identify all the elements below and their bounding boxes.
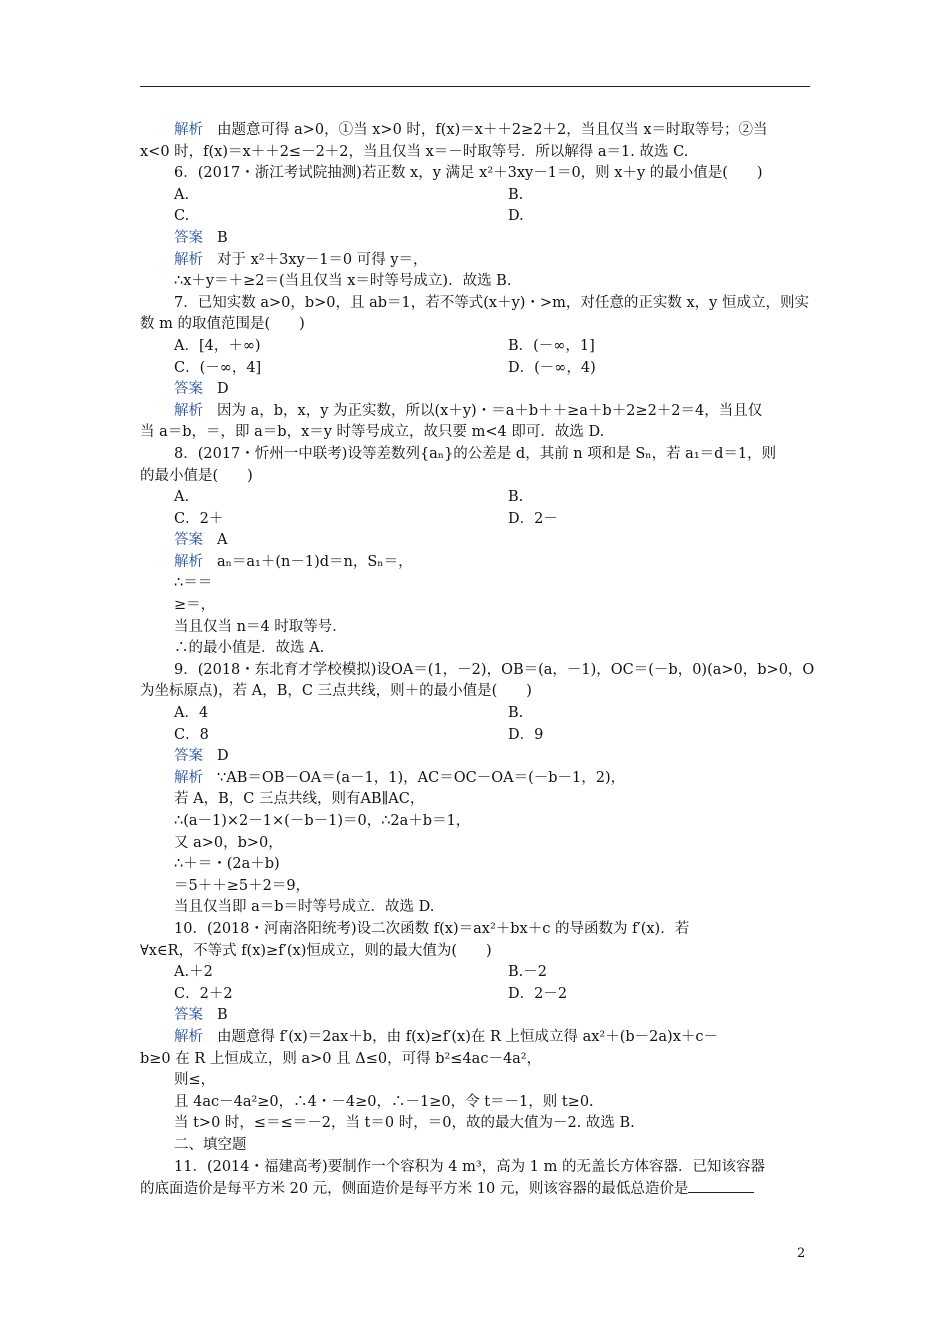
line-text: aₙ＝a₁＋(n－1)d＝n，Sₙ＝，	[217, 553, 413, 570]
text-line	[140, 1092, 810, 1114]
line-text: 数 m 的取值范围是( )	[140, 316, 305, 333]
line-text: 的底面造价是每平方米 20 元，侧面造价是每平方米 10 元，则该容器的最低总造价是	[140, 1181, 689, 1198]
answer-line	[140, 530, 810, 552]
answer-blank	[688, 1178, 754, 1193]
option-b: B.	[508, 186, 524, 203]
page-number: 2	[797, 1246, 806, 1261]
option-a: A．[4，＋∞)	[174, 337, 261, 354]
line-text: ∴(a－1)×2－1×(－b－1)＝0，∴2a＋b＝1，	[174, 813, 471, 829]
text-line	[140, 552, 810, 574]
text-line	[140, 271, 810, 293]
line-text: b≥0 在 R 上恒成立，则 a>0 且 Δ≤0，可得 b²≤4ac－4a²，	[140, 1050, 542, 1067]
line-text: 因为 a，b，x，y 为正实数，所以(x＋y)・＝a＋b＋＋≥a＋b＋2≥2＋2＝4，当且仅	[217, 402, 763, 419]
line-text: 又 a>0，b>0，	[174, 834, 283, 851]
analysis-label: 解析	[174, 251, 203, 268]
answer-value: A	[217, 532, 228, 549]
line-text: 9．(2018・东北育才学校模拟)设OA＝(1，－2)，OB＝(a，－1)，OC＝(－b，0)(a>0，b>0，O	[174, 661, 815, 678]
line-text: 当且仅当 n＝4 时取等号．	[174, 618, 347, 635]
question-10	[140, 919, 810, 941]
text-line	[140, 1049, 810, 1071]
answer-label: 答案	[174, 229, 203, 246]
text-line	[140, 401, 810, 423]
options-row	[140, 703, 810, 725]
line-text: 7．已知实数 a>0，b>0，且 ab＝1，若不等式(x＋y)・>m，对任意的正实数 x，y 恒成立，则实	[174, 294, 809, 311]
option-c: C．8	[174, 726, 209, 743]
text-line	[140, 1027, 810, 1049]
line-text: 的最小值是( )	[140, 467, 253, 484]
line-text: 当且仅当即 a＝b＝时等号成立．故选 D.	[174, 899, 435, 916]
option-c: C．2＋2	[174, 985, 233, 1002]
options-row	[140, 336, 810, 358]
option-d: D．2－	[508, 510, 558, 527]
analysis-label: 解析	[174, 1028, 203, 1045]
text-line	[140, 941, 810, 963]
text-line	[140, 422, 810, 444]
answer-line	[140, 746, 810, 768]
text-line	[140, 120, 810, 142]
line-text: 10．(2018・河南洛阳统考)设二次函数 f(x)＝ax²＋bx＋c 的导函数为 f′(x)．若	[174, 920, 690, 937]
text-line	[140, 595, 810, 617]
option-c: C．2＋	[174, 510, 224, 527]
question-8	[140, 444, 810, 466]
option-a: A.＋2	[174, 964, 213, 981]
text-line	[140, 617, 810, 639]
line-text: 11．(2014・福建高考)要制作一个容积为 4 m³，高为 1 m 的无盖长方体容器．已知该容器	[174, 1158, 765, 1175]
text-line	[140, 833, 810, 855]
options-row	[140, 984, 810, 1006]
text-line	[140, 768, 810, 790]
option-c: C.	[174, 208, 190, 225]
options-row	[140, 509, 810, 531]
option-d: D．9	[508, 726, 544, 743]
answer-value: B	[217, 1007, 228, 1024]
text-line	[140, 811, 810, 833]
option-b: B.	[508, 705, 524, 722]
answer-label: 答案	[174, 1007, 203, 1024]
option-d: D．2－2	[508, 985, 568, 1002]
answer-label: 答案	[174, 748, 203, 765]
answer-line	[140, 379, 810, 401]
text-line	[140, 854, 810, 876]
options-row	[140, 725, 810, 747]
analysis-label: 解析	[174, 402, 203, 419]
line-text: 为坐标原点)，若 A，B，C 三点共线，则＋的最小值是( )	[140, 683, 532, 700]
option-a: A．4	[174, 705, 209, 722]
answer-line	[140, 1005, 810, 1027]
options-row	[140, 358, 810, 380]
line-text: ∴的最小值是．故选 A.	[174, 640, 325, 657]
option-a: A.	[174, 186, 190, 203]
text-line	[140, 638, 810, 660]
text-line	[140, 314, 810, 336]
options-row	[140, 962, 810, 984]
line-text: ∴＋＝・(2a＋b)	[174, 856, 280, 873]
line-text: 6．(2017・浙江考试院抽测)若正数 x，y 满足 x²＋3xy－1＝0，则 x＋y 的最小值是( )	[174, 165, 763, 182]
line-text: ∀x∈R，不等式 f(x)≥f′(x)恒成立，则的最大值为( )	[140, 942, 492, 959]
text-line	[140, 466, 810, 488]
text-line	[140, 573, 810, 595]
analysis-label: 解析	[174, 553, 203, 570]
text-line	[140, 1070, 810, 1092]
text-line	[140, 1113, 810, 1135]
text-line	[140, 897, 810, 919]
options-row	[140, 185, 810, 207]
line-text: 当 a＝b，＝，即 a＝b，x＝y 时等号成立，故只要 m<4 即可．故选 D.	[140, 424, 605, 441]
line-text: ＝5＋＋≥5＋2＝9，	[174, 877, 311, 894]
line-text: ≥＝，	[174, 597, 216, 614]
header-rule	[140, 86, 810, 87]
answer-label: 答案	[174, 532, 203, 549]
section-heading	[140, 1135, 810, 1157]
line-text: ∴＝＝	[174, 575, 213, 592]
question-9	[140, 660, 815, 682]
option-a: A.	[174, 489, 190, 506]
answer-value: D	[217, 381, 229, 398]
text-line	[140, 681, 810, 703]
text-line	[140, 142, 810, 164]
option-b: B.	[508, 489, 524, 506]
text-line	[140, 250, 810, 272]
analysis-label: 解析	[174, 769, 203, 786]
options-row	[140, 487, 810, 509]
line-text: ∴x＋y＝＋≥2＝(当且仅当 x＝时等号成立)．故选 B.	[174, 273, 512, 290]
line-text: 由题意可得 a>0，①当 x>0 时，f(x)＝x＋＋2≥2＋2，当且仅当 x＝时取等号；②当	[217, 122, 768, 138]
option-b: B．(－∞，1]	[508, 337, 595, 354]
document-body	[140, 120, 815, 1200]
question-7	[140, 293, 810, 315]
text-line	[140, 789, 810, 811]
line-text: 8．(2017・忻州一中联考)设等差数列{aₙ}的公差是 d，其前 n 项和是 Sₙ，若 a₁＝d＝1，则	[174, 445, 777, 462]
option-c: C．(－∞，4]	[174, 359, 262, 376]
answer-value: B	[217, 229, 228, 246]
line-text: 则≤，	[174, 1072, 216, 1089]
answer-line	[140, 228, 810, 250]
option-b: B.－2	[508, 964, 547, 981]
text-line	[140, 876, 810, 898]
line-text: 对于 x²＋3xy－1＝0 可得 y＝，	[217, 251, 428, 268]
line-text: x<0 时，f(x)＝x＋＋2≤－2＋2，当且仅当 x＝－时取等号．所以解得 a＝1. 故选 C.	[140, 143, 689, 160]
line-text: 二、填空题	[174, 1136, 247, 1153]
question-11	[140, 1157, 810, 1179]
line-text: 由题意得 f′(x)＝2ax＋b，由 f(x)≥f′(x)在 R 上恒成立得 ax²＋(b－2a)x＋c－	[217, 1028, 718, 1045]
line-text: ∵AB＝OB－OA＝(a－1，1)，AC＝OC－OA＝(－b－1，2)，	[217, 769, 626, 786]
line-text: 且 4ac－4a²≥0，∴4・－4≥0，∴－1≥0，令 t＝－1，则 t≥0.	[174, 1093, 594, 1110]
options-row	[140, 206, 810, 228]
line-text: 当 t>0 时，≤＝≤＝－2，当 t＝0 时，＝0，故的最大值为－2. 故选 B.	[174, 1115, 635, 1132]
answer-value: D	[217, 748, 229, 765]
option-d: D．(－∞，4)	[508, 359, 596, 376]
answer-label: 答案	[174, 381, 203, 398]
analysis-label: 解析	[174, 122, 203, 138]
text-line	[140, 1178, 810, 1200]
option-d: D.	[508, 208, 524, 225]
line-text: 若 A，B，C 三点共线，则有AB∥AC，	[174, 791, 425, 808]
question-6	[140, 163, 810, 185]
